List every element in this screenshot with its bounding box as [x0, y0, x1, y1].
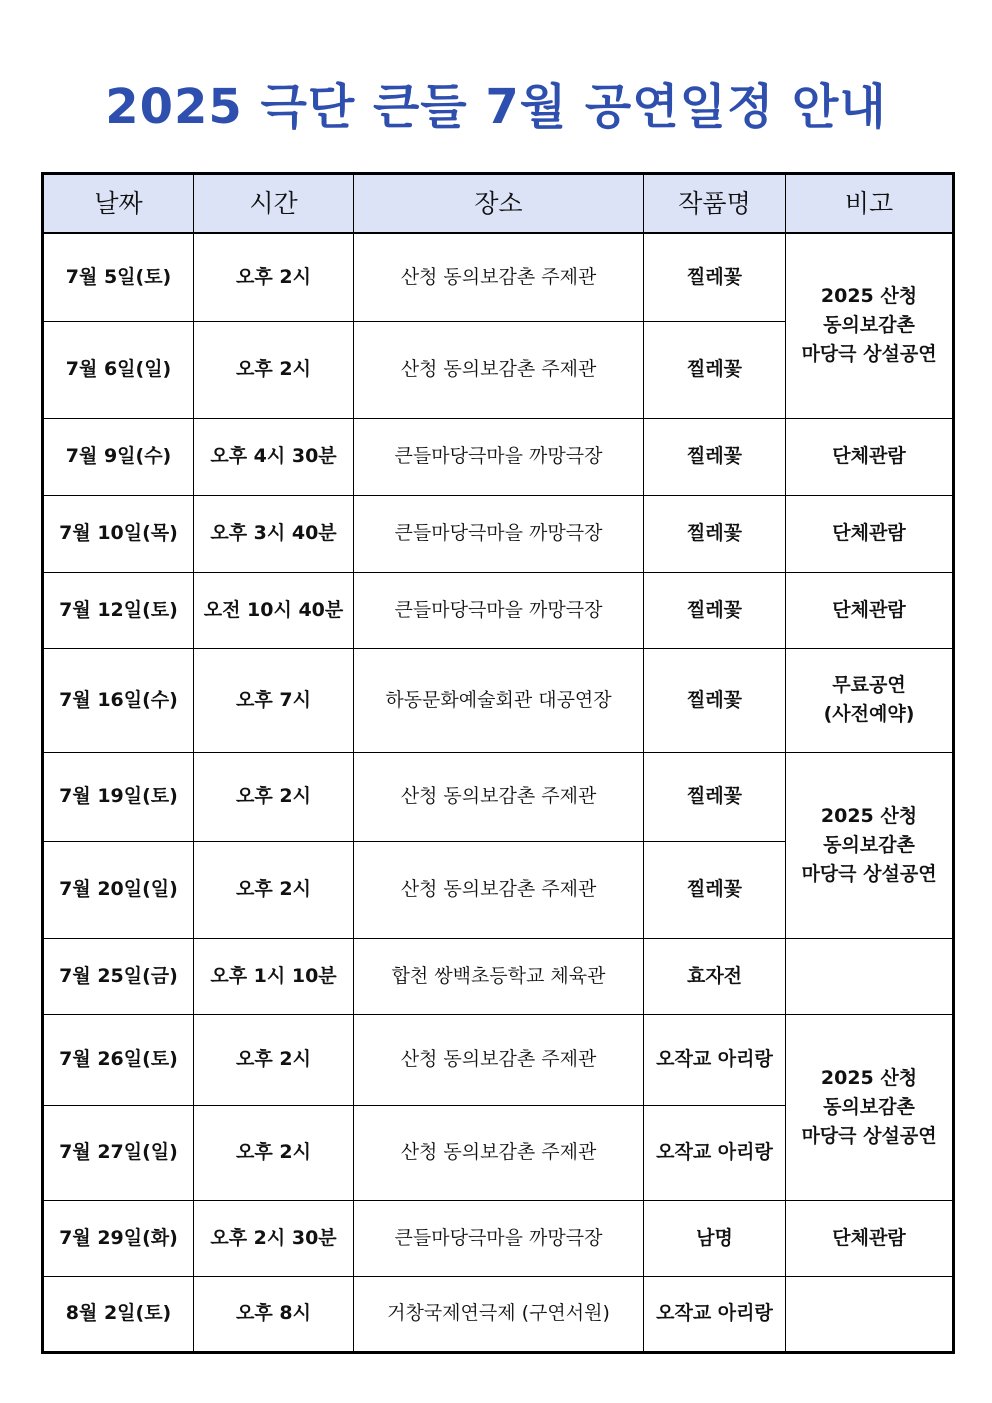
time-cell: 오후 2시	[194, 321, 354, 418]
date-cell: 7월 5일(토)	[43, 233, 194, 321]
table-row	[43, 418, 954, 495]
table-row	[43, 233, 954, 321]
table-row	[43, 1200, 954, 1276]
work-cell: 찔레꽃	[644, 572, 786, 648]
work-cell: 오작교 아리랑	[644, 1105, 786, 1200]
table-row	[43, 938, 954, 1014]
date-cell: 7월 9일(수)	[43, 418, 194, 495]
note-line: 2025 산청	[820, 285, 918, 308]
date-cell: 7월 26일(토)	[43, 1014, 194, 1105]
table-row	[43, 572, 954, 648]
time-cell: 오후 8시	[194, 1276, 354, 1352]
note-line: 단체관람	[832, 522, 906, 544]
header-note: 비고	[786, 174, 954, 234]
note-line: (사전예약)	[823, 703, 915, 725]
venue-cell: 산청 동의보감촌 주제관	[354, 321, 644, 418]
date-cell: 7월 12일(토)	[43, 572, 194, 648]
date-cell: 7월 16일(수)	[43, 648, 194, 752]
note-line: 동의보감촌	[823, 314, 915, 337]
table-row	[43, 1276, 954, 1352]
note-cell	[786, 572, 954, 648]
time-cell: 오후 2시	[194, 233, 354, 321]
table-row	[43, 648, 954, 752]
note-cell	[786, 1014, 954, 1200]
date-cell: 7월 29일(화)	[43, 1200, 194, 1276]
date-cell: 7월 6일(일)	[43, 321, 194, 418]
page-title: 2025 극단 큰들 7월 공연일정 안내	[105, 79, 887, 135]
header-venue: 장소	[354, 174, 644, 234]
note-line: 마당극 상설공연	[801, 1124, 937, 1147]
header-time: 시간	[194, 174, 354, 234]
venue-cell: 큰들마당극마을 까망극장	[354, 495, 644, 572]
header-date: 날짜	[43, 174, 194, 234]
table-row	[43, 752, 954, 841]
venue-cell: 산청 동의보감촌 주제관	[354, 1105, 644, 1200]
time-cell: 오후 4시 30분	[194, 418, 354, 495]
work-cell: 효자전	[644, 938, 786, 1014]
date-cell: 7월 10일(목)	[43, 495, 194, 572]
time-cell: 오후 3시 40분	[194, 495, 354, 572]
note-cell	[786, 233, 954, 418]
venue-cell: 거창국제연극제 (구연서원)	[354, 1276, 644, 1352]
work-cell: 오작교 아리랑	[644, 1014, 786, 1105]
venue-cell: 큰들마당극마을 까망극장	[354, 1200, 644, 1276]
note-line: 2025 산청	[820, 804, 918, 827]
time-cell: 오후 1시 10분	[194, 938, 354, 1014]
table-row	[43, 1014, 954, 1105]
date-cell: 7월 20일(일)	[43, 841, 194, 938]
header-work: 작품명	[644, 174, 786, 234]
time-cell: 오후 2시 30분	[194, 1200, 354, 1276]
note-line: 단체관람	[832, 598, 906, 621]
work-cell: 찔레꽃	[644, 752, 786, 841]
table-row	[43, 495, 954, 572]
venue-cell: 산청 동의보감촌 주제관	[354, 233, 644, 321]
venue-cell: 하동문화예술회관 대공연장	[354, 648, 644, 752]
work-cell: 찔레꽃	[644, 321, 786, 418]
note-line: 2025 산청	[820, 1066, 918, 1089]
date-cell: 8월 2일(토)	[43, 1276, 194, 1352]
work-cell: 오작교 아리랑	[644, 1276, 786, 1352]
venue-cell: 큰들마당극마을 까망극장	[354, 418, 644, 495]
note-cell	[786, 418, 954, 495]
venue-cell: 산청 동의보감촌 주제관	[354, 1014, 644, 1105]
venue-cell: 큰들마당극마을 까망극장	[354, 572, 644, 648]
note-line: 동의보감촌	[823, 1095, 915, 1118]
work-cell: 찔레꽃	[644, 418, 786, 495]
note-line: 마당극 상설공연	[801, 343, 937, 366]
date-cell: 7월 27일(일)	[43, 1105, 194, 1200]
date-cell: 7월 19일(토)	[43, 752, 194, 841]
time-cell: 오후 2시	[194, 1014, 354, 1105]
schedule-table	[41, 172, 955, 1354]
note-cell	[786, 1200, 954, 1276]
note-line: 동의보감촌	[823, 833, 915, 856]
note-cell	[786, 648, 954, 752]
venue-cell: 산청 동의보감촌 주제관	[354, 841, 644, 938]
work-cell: 찔레꽃	[644, 495, 786, 572]
note-cell	[786, 495, 954, 572]
note-line: 단체관람	[832, 445, 906, 467]
work-cell: 찔레꽃	[644, 648, 786, 752]
time-cell: 오후 2시	[194, 752, 354, 841]
venue-cell: 합천 쌍백초등학교 체육관	[354, 938, 644, 1014]
note-line: 마당극 상설공연	[801, 862, 937, 885]
venue-cell: 산청 동의보감촌 주제관	[354, 752, 644, 841]
time-cell: 오후 2시	[194, 1105, 354, 1200]
work-cell: 남명	[644, 1200, 786, 1276]
work-cell: 찔레꽃	[644, 841, 786, 938]
table-header-row	[43, 174, 954, 234]
note-cell	[786, 938, 954, 1014]
time-cell: 오후 7시	[194, 648, 354, 752]
date-cell: 7월 25일(금)	[43, 938, 194, 1014]
note-line: 무료공연	[832, 674, 906, 696]
time-cell: 오전 10시 40분	[194, 572, 354, 648]
note-cell	[786, 1276, 954, 1352]
note-cell	[786, 752, 954, 938]
time-cell: 오후 2시	[194, 841, 354, 938]
work-cell: 찔레꽃	[644, 233, 786, 321]
note-line: 단체관람	[832, 1226, 906, 1249]
